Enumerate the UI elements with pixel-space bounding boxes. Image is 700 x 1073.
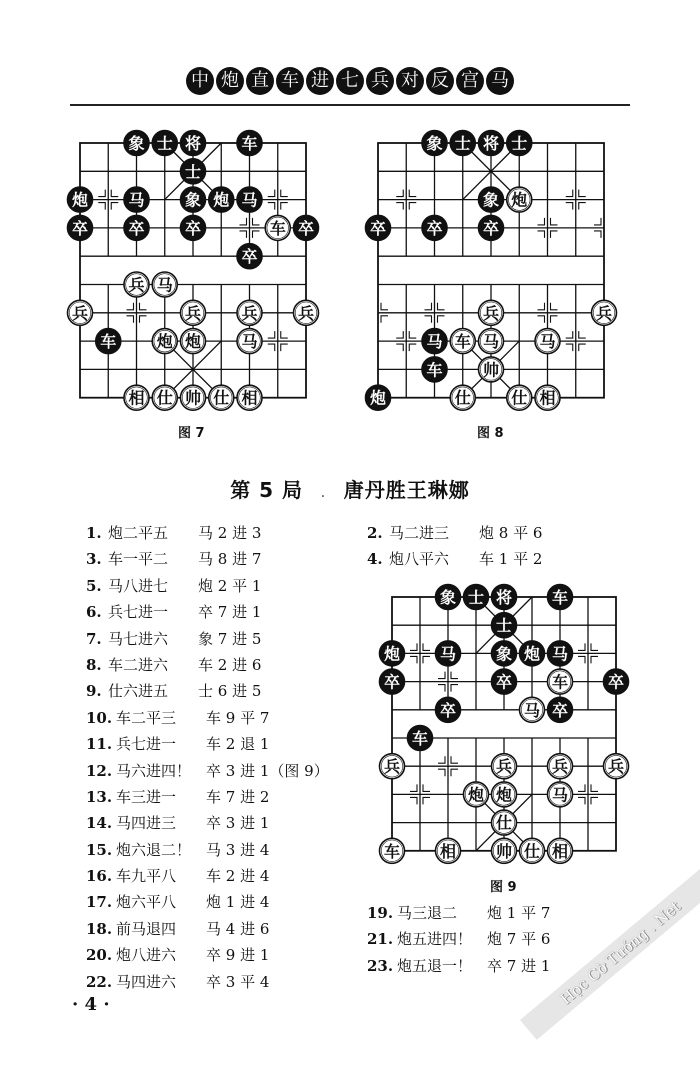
position-marker	[451, 685, 458, 692]
red-move: 车二进六	[108, 655, 169, 674]
figure-reference-note: （图 9）	[269, 761, 329, 780]
moves-right-bottom	[367, 900, 550, 979]
red-move: 马八进七	[108, 576, 169, 595]
position-marker	[591, 784, 598, 791]
svg-text:卒: 卒	[426, 218, 443, 238]
svg-text:仕: 仕	[454, 388, 471, 408]
red-move: 炮六退二！	[116, 840, 192, 859]
header-title-char: 反	[426, 67, 454, 95]
black-piece	[436, 697, 461, 722]
svg-text:将: 将	[495, 588, 513, 607]
svg-text:象: 象	[184, 190, 202, 210]
black-piece	[408, 726, 433, 751]
black-move: 卒 3 进 1	[206, 761, 270, 780]
black-piece	[380, 669, 405, 694]
red-move: 马四进六	[116, 972, 177, 991]
black-piece	[548, 641, 573, 666]
move-number: 14.	[86, 814, 113, 833]
position-marker	[451, 769, 458, 776]
black-move: 炮 1 平 7	[487, 904, 551, 922]
red-move: 马六进四！	[116, 761, 192, 780]
svg-text:炮: 炮	[184, 332, 202, 352]
black-piece	[492, 613, 517, 638]
position-marker	[578, 643, 585, 650]
red-piece	[464, 782, 489, 807]
black-piece	[464, 585, 489, 610]
svg-text:兵: 兵	[184, 303, 202, 323]
svg-text:炮: 炮	[495, 785, 513, 805]
black-move: 车 1 平 2	[479, 550, 543, 569]
svg-text:卒: 卒	[495, 672, 513, 692]
svg-text:车: 车	[269, 218, 286, 238]
svg-text:兵: 兵	[482, 303, 500, 323]
position-marker	[578, 656, 585, 663]
svg-text:炮: 炮	[511, 190, 528, 210]
svg-text:卒: 卒	[71, 218, 89, 238]
red-move: 炮五退一！	[397, 956, 473, 975]
red-piece	[492, 838, 517, 863]
svg-text:兵: 兵	[495, 757, 513, 777]
black-piece	[380, 641, 405, 666]
svg-text:帅: 帅	[482, 360, 500, 380]
red-move: 马二进三	[389, 524, 450, 542]
svg-text:仕: 仕	[213, 388, 230, 408]
red-piece	[492, 754, 517, 779]
red-piece	[520, 838, 545, 863]
position-marker	[591, 656, 598, 663]
black-move: 卒 3 平 4	[206, 972, 270, 991]
svg-text:马: 马	[241, 332, 258, 352]
black-move: 炮 1 进 4	[206, 893, 270, 912]
red-move: 炮六平八	[116, 893, 177, 912]
svg-text:车: 车	[551, 672, 569, 692]
figure-9-caption: 图 9	[490, 880, 517, 895]
position-marker	[423, 656, 430, 663]
position-marker	[578, 797, 585, 804]
move-number: 3.	[86, 550, 102, 569]
black-move: 卒 9 进 1	[206, 946, 270, 965]
svg-text:车: 车	[411, 729, 429, 748]
svg-text:车: 车	[426, 360, 443, 380]
svg-text:卒: 卒	[439, 700, 457, 720]
black-move: 车 9 平 7	[206, 708, 270, 727]
svg-text:炮: 炮	[71, 190, 89, 210]
watermark: Học Cờ Tướng . Net	[520, 866, 700, 1040]
red-piece	[380, 838, 405, 863]
position-marker	[451, 756, 458, 763]
move-row	[367, 900, 550, 926]
position-marker	[423, 643, 430, 650]
svg-text:马: 马	[539, 332, 556, 352]
black-piece	[436, 585, 461, 610]
position-marker	[438, 685, 445, 692]
svg-text:仕: 仕	[156, 388, 173, 408]
svg-text:马: 马	[156, 275, 173, 295]
svg-text:士: 士	[156, 134, 173, 153]
red-piece	[492, 810, 517, 835]
svg-text:马: 马	[439, 644, 457, 664]
svg-text:马: 马	[128, 190, 145, 210]
red-move: 炮五进四！	[397, 930, 473, 949]
svg-text:士: 士	[184, 162, 202, 182]
header-title-char: 兵	[366, 67, 394, 95]
svg-text:卒: 卒	[241, 247, 258, 267]
red-move: 兵七进一	[108, 603, 169, 622]
red-move: 车三进一	[116, 787, 177, 806]
move-number: 8.	[86, 655, 102, 674]
move-number: 11.	[86, 735, 113, 754]
svg-text:帅: 帅	[495, 841, 513, 861]
figure-8-caption: 图 8	[477, 426, 504, 441]
red-move: 炮八进六	[116, 946, 177, 965]
move-number: 20.	[86, 946, 113, 965]
move-number: 22.	[86, 972, 113, 991]
move-number: 12.	[86, 761, 113, 780]
red-move: 前马退四	[116, 919, 177, 938]
red-move: 车一平二	[108, 550, 169, 569]
black-piece	[604, 669, 629, 694]
black-move: 卒 7 进 1	[487, 956, 551, 975]
svg-text:士: 士	[511, 134, 528, 153]
position-marker	[438, 756, 445, 763]
black-move: 车 2 进 4	[206, 867, 270, 886]
svg-text:马: 马	[241, 190, 258, 210]
header-title-char: 炮	[216, 67, 244, 95]
page-number: · 4 ·	[72, 994, 110, 1015]
move-number: 17.	[86, 893, 113, 912]
svg-text:马: 马	[551, 785, 569, 805]
red-move: 炮八平六	[389, 550, 450, 569]
svg-text:兵: 兵	[607, 757, 625, 777]
svg-text:卒: 卒	[383, 672, 401, 692]
svg-text:仕: 仕	[495, 813, 513, 833]
svg-text:士: 士	[467, 588, 485, 607]
black-move: 炮 8 平 6	[479, 524, 543, 542]
svg-text:马: 马	[523, 700, 541, 720]
svg-text:马: 马	[551, 644, 569, 664]
svg-text:兵: 兵	[383, 757, 401, 777]
red-piece	[380, 754, 405, 779]
header-title-char: 七	[336, 67, 364, 95]
move-number: 16.	[86, 867, 113, 886]
position-marker	[591, 797, 598, 804]
svg-text:相: 相	[241, 388, 258, 408]
header-title-char: 直	[246, 67, 274, 95]
red-piece	[548, 669, 573, 694]
black-move: 马 2 进 3	[198, 524, 262, 542]
svg-text:相: 相	[551, 841, 569, 861]
svg-text:卒: 卒	[297, 218, 315, 238]
svg-text:卒: 卒	[482, 218, 500, 238]
svg-text:车: 车	[454, 332, 471, 352]
move-number: 13.	[86, 787, 113, 806]
black-move: 车 7 进 2	[206, 787, 270, 806]
position-marker	[438, 672, 445, 679]
svg-text:卒: 卒	[128, 218, 145, 238]
move-row	[367, 926, 550, 952]
header-title-char: 宫	[456, 67, 484, 95]
red-move: 车二平三	[116, 708, 177, 727]
black-move: 马 3 进 4	[206, 840, 270, 859]
svg-text:象: 象	[128, 134, 145, 153]
header-title-char: 马	[486, 67, 514, 95]
red-piece	[436, 838, 461, 863]
move-number: 7.	[86, 629, 102, 648]
black-piece	[492, 585, 517, 610]
black-move: 卒 3 进 1	[206, 814, 270, 833]
move-row	[367, 953, 550, 979]
red-move: 车九平八	[116, 867, 177, 886]
header-title-char: 中	[186, 67, 214, 95]
red-piece	[548, 838, 573, 863]
black-move: 炮 7 平 6	[487, 930, 551, 949]
position-marker	[591, 643, 598, 650]
svg-text:炮: 炮	[523, 644, 541, 664]
black-move: 车 2 退 1	[206, 735, 270, 754]
svg-text:仕: 仕	[523, 841, 541, 861]
move-number: 21.	[367, 930, 394, 949]
move-number: 2.	[367, 524, 383, 542]
header-title-char: 进	[306, 67, 334, 95]
svg-text:马: 马	[426, 332, 443, 352]
red-piece	[548, 754, 573, 779]
position-marker	[423, 784, 430, 791]
svg-text:兵: 兵	[241, 303, 258, 323]
game-number: 第 5 局	[230, 478, 304, 502]
move-number: 4.	[367, 550, 383, 569]
figure-7-caption: 图 7	[178, 426, 205, 441]
svg-text:车: 车	[100, 332, 117, 352]
game-players: 唐丹胜王琳娜	[343, 478, 470, 502]
svg-text:士: 士	[495, 616, 513, 636]
svg-text:兵: 兵	[297, 303, 315, 323]
red-move: 仕六进五	[108, 682, 169, 701]
svg-text:仕: 仕	[511, 388, 528, 408]
svg-text:车: 车	[383, 841, 401, 861]
svg-text:车: 车	[241, 134, 258, 153]
black-move: 卒 7 进 1	[198, 603, 262, 622]
red-move: 马四进三	[116, 814, 177, 833]
move-number: 6.	[86, 603, 102, 622]
svg-text:象: 象	[482, 190, 500, 210]
svg-text:炮: 炮	[383, 644, 401, 664]
svg-text:士: 士	[454, 134, 471, 153]
svg-text:卒: 卒	[607, 672, 625, 692]
position-marker	[410, 643, 417, 650]
position-marker	[410, 797, 417, 804]
svg-text:炮: 炮	[369, 388, 387, 408]
header-title-char: 车	[276, 67, 304, 95]
svg-text:炮: 炮	[213, 190, 230, 210]
black-move: 炮 2 平 1	[198, 576, 262, 595]
red-move: 马三退二	[397, 904, 458, 922]
move-number: 18.	[86, 919, 113, 938]
svg-text:卒: 卒	[551, 700, 569, 720]
black-piece	[492, 641, 517, 666]
black-move: 马 8 进 7	[198, 550, 262, 569]
position-marker	[410, 656, 417, 663]
red-piece	[604, 754, 629, 779]
svg-text:卒: 卒	[369, 218, 387, 238]
svg-text:帅: 帅	[184, 388, 202, 408]
svg-text:兵: 兵	[595, 303, 613, 323]
svg-text:象: 象	[495, 644, 513, 664]
svg-text:将: 将	[184, 134, 202, 153]
move-number: 1.	[86, 524, 102, 542]
svg-text:相: 相	[539, 388, 556, 408]
svg-text:象: 象	[439, 588, 457, 607]
title-separator: .	[321, 489, 326, 500]
svg-text:相: 相	[128, 388, 145, 408]
svg-text:将: 将	[482, 134, 500, 153]
move-number: 19.	[367, 904, 394, 922]
svg-text:相: 相	[439, 841, 457, 861]
black-piece	[436, 641, 461, 666]
black-piece	[548, 585, 573, 610]
black-move: 象 7 进 5	[198, 629, 262, 648]
svg-text:炮: 炮	[467, 785, 485, 805]
black-move: 士 6 进 5	[198, 682, 262, 701]
red-move: 兵七进一	[116, 735, 177, 754]
move-number: 9.	[86, 682, 102, 701]
move-number: 15.	[86, 840, 113, 859]
position-marker	[438, 769, 445, 776]
svg-text:兵: 兵	[71, 303, 89, 323]
position-marker	[578, 784, 585, 791]
svg-text:兵: 兵	[551, 757, 569, 777]
position-marker	[423, 797, 430, 804]
black-piece	[492, 669, 517, 694]
black-piece	[520, 641, 545, 666]
move-number: 5.	[86, 576, 102, 595]
position-marker	[451, 672, 458, 679]
header-title-char: 对	[396, 67, 424, 95]
svg-text:车: 车	[551, 588, 569, 607]
svg-text:马: 马	[482, 332, 500, 352]
move-number: 23.	[367, 956, 394, 975]
move-number: 10.	[86, 708, 113, 727]
red-move: 马七进六	[108, 629, 169, 648]
red-piece	[492, 782, 517, 807]
black-piece	[548, 697, 573, 722]
black-move: 车 2 进 6	[198, 655, 262, 674]
svg-text:炮: 炮	[156, 332, 173, 352]
svg-text:象: 象	[426, 134, 443, 153]
position-marker	[410, 784, 417, 791]
svg-text:兵: 兵	[128, 275, 145, 295]
svg-text:卒: 卒	[184, 218, 202, 238]
red-piece	[548, 782, 573, 807]
red-piece	[520, 697, 545, 722]
red-move: 炮二平五	[108, 524, 169, 542]
black-move: 马 4 进 6	[206, 919, 270, 938]
